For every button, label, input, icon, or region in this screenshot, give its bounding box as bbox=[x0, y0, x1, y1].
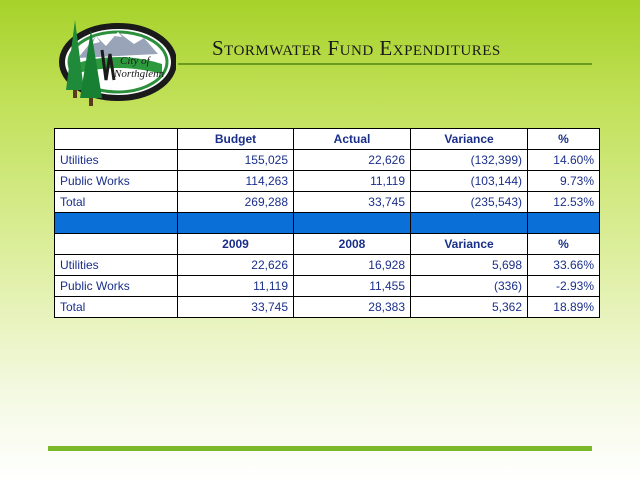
table-cell: 22,626 bbox=[294, 150, 411, 171]
table-cell: 11,455 bbox=[294, 276, 411, 297]
table-cell: 28,383 bbox=[294, 297, 411, 318]
table-cell: 5,362 bbox=[411, 297, 528, 318]
separator-cell bbox=[55, 213, 178, 234]
header-cell bbox=[55, 234, 178, 255]
header-cell: % bbox=[528, 234, 600, 255]
table-header-row bbox=[55, 234, 600, 255]
header-cell: Budget bbox=[178, 129, 294, 150]
row-label: Total bbox=[55, 297, 178, 318]
table-cell: (336) bbox=[411, 276, 528, 297]
table-cell: 9.73% bbox=[528, 171, 600, 192]
header-cell: Variance bbox=[411, 234, 528, 255]
table-cell: 18.89% bbox=[528, 297, 600, 318]
header-cell: Actual bbox=[294, 129, 411, 150]
separator-cell bbox=[178, 213, 294, 234]
city-logo bbox=[44, 14, 176, 110]
table-header-row bbox=[55, 129, 600, 150]
table-cell: -2.93% bbox=[528, 276, 600, 297]
table-cell: 11,119 bbox=[294, 171, 411, 192]
bottom-rule bbox=[48, 446, 592, 451]
separator-cell bbox=[411, 213, 528, 234]
table-cell: 33,745 bbox=[178, 297, 294, 318]
expenditure-table bbox=[54, 128, 600, 318]
title-rule bbox=[178, 63, 592, 65]
header-cell: 2009 bbox=[178, 234, 294, 255]
table-row bbox=[55, 150, 600, 171]
table-row bbox=[55, 276, 600, 297]
table-cell: 114,263 bbox=[178, 171, 294, 192]
table-cell: 155,025 bbox=[178, 150, 294, 171]
table-cell: (132,399) bbox=[411, 150, 528, 171]
table-cell: 16,928 bbox=[294, 255, 411, 276]
table-cell: 22,626 bbox=[178, 255, 294, 276]
table-cell: (235,543) bbox=[411, 192, 528, 213]
header-cell: 2008 bbox=[294, 234, 411, 255]
logo-text-line2: Northglenn bbox=[114, 68, 165, 80]
header-cell: Variance bbox=[411, 129, 528, 150]
table-row bbox=[55, 255, 600, 276]
row-label: Utilities bbox=[55, 255, 178, 276]
separator-row bbox=[55, 213, 600, 234]
table-cell: 11,119 bbox=[178, 276, 294, 297]
table-cell: 5,698 bbox=[411, 255, 528, 276]
header-cell bbox=[55, 129, 178, 150]
table-cell: (103,144) bbox=[411, 171, 528, 192]
slide-title: Stormwater Fund Expenditures bbox=[212, 36, 501, 60]
table-cell: 12.53% bbox=[528, 192, 600, 213]
separator-cell bbox=[528, 213, 600, 234]
row-label: Public Works bbox=[55, 171, 178, 192]
header-cell: % bbox=[528, 129, 600, 150]
row-label: Utilities bbox=[55, 150, 178, 171]
table-cell: 269,288 bbox=[178, 192, 294, 213]
row-label: Public Works bbox=[55, 276, 178, 297]
table-cell: 33.66% bbox=[528, 255, 600, 276]
separator-cell bbox=[294, 213, 411, 234]
table-row bbox=[55, 192, 600, 213]
table-cell: 33,745 bbox=[294, 192, 411, 213]
table-row bbox=[55, 297, 600, 318]
logo-text-line1: City of bbox=[120, 55, 150, 67]
table-cell: 14.60% bbox=[528, 150, 600, 171]
row-label: Total bbox=[55, 192, 178, 213]
table-row bbox=[55, 171, 600, 192]
